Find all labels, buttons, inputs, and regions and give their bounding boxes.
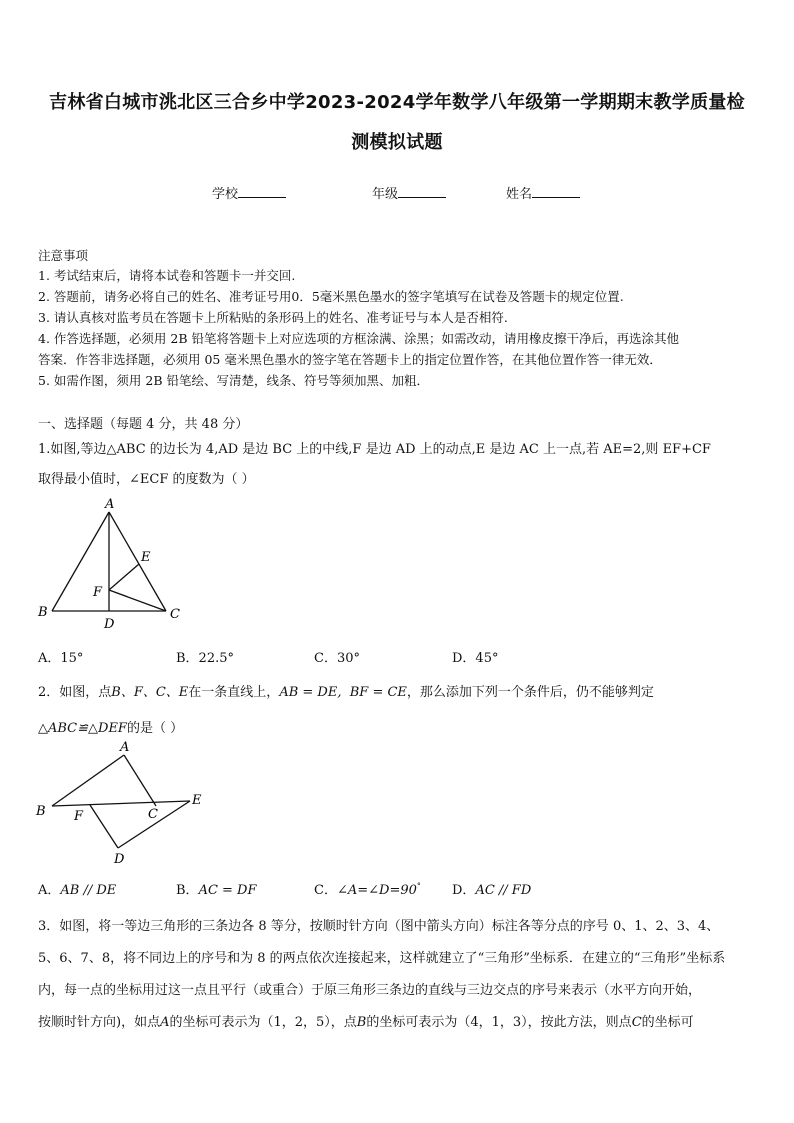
- q2-option-a[interactable]: [38, 879, 116, 898]
- q2-option-c-math: ∠A=∠D=90: [336, 883, 417, 898]
- q1-option-d[interactable]: D．45°: [452, 651, 499, 666]
- q3-line4: [38, 1011, 694, 1030]
- notice-item-4: 4. 作答选择题，必须用 2B 铅笔将答题卡上对应选项的方框涂满、涂黑；如需改动，请用橡皮擦干净后，再选涂其他: [38, 331, 679, 346]
- q1-option-c[interactable]: C．30°: [314, 651, 360, 666]
- q3-point-a: A: [160, 1015, 170, 1030]
- q2-option-c-label: C．: [314, 883, 337, 898]
- q2-line2-math: △ABC≌△DEF: [38, 721, 127, 736]
- q2-option-d-label: D．: [452, 883, 476, 898]
- q2-line1-eq2: BF = CE: [349, 685, 407, 700]
- grade-blank: [398, 185, 446, 198]
- q3-line4-c: 的坐标可表示为（4，1，3），按此方法，则点: [366, 1015, 632, 1030]
- name-label: 姓名: [506, 187, 533, 202]
- school-label: 学校: [212, 187, 239, 202]
- q3-line2: 5、6、7、8，将不同边上的序号和为 8 的两点依次连接起来，这样就建立了“三角形”坐标系．在建立的“三角形”坐标系: [38, 951, 726, 966]
- q2-segment-ba: [52, 755, 124, 806]
- q2-option-d[interactable]: [452, 879, 531, 898]
- notice-item-3: 3. 请认真核对监考员在答题卡上所粘贴的条形码上的姓名、准考证号与本人是否相符.: [38, 310, 508, 325]
- q2-line1: [38, 681, 654, 700]
- q2-label-a: A: [120, 740, 130, 755]
- q2-label-d: D: [114, 852, 125, 867]
- q2-option-c[interactable]: [314, 879, 421, 898]
- page-title-line2: 测模拟试题: [351, 132, 443, 153]
- q1-label-e: E: [141, 550, 151, 565]
- q2-option-b[interactable]: [176, 879, 257, 898]
- page-title-line1: 吉林省白城市洮北区三合乡中学2023-2024学年数学八年级第一学期期末教学质量检: [49, 92, 745, 113]
- q3-line4-a: 按顺时针方向)，如点: [38, 1015, 161, 1030]
- q2-option-d-math: AC // FD: [475, 883, 532, 898]
- notice-heading: 注意事项: [38, 248, 89, 263]
- q2-label-b: B: [36, 804, 46, 819]
- q3-line4-d: 的坐标可: [641, 1015, 694, 1030]
- q1-option-b[interactable]: B．22.5°: [176, 651, 234, 666]
- q2-segment-fd: [90, 805, 118, 848]
- q1-label-d: D: [104, 617, 115, 632]
- q1-line2: 取得最小值时，∠ECF 的度数为（ ）: [38, 472, 255, 487]
- q2-line1-suffix: ，那么添加下列一个条件后，仍不能够判定: [406, 685, 654, 700]
- q3-point-b: B: [356, 1015, 367, 1030]
- q1-line1: 1.如图,等边△ABC 的边长为 4,AD 是边 BC 上的中线,F 是边 AD 上的动点,E 是边 AC 上一点,若 AE=2,则 EF+CF: [38, 442, 711, 457]
- q2-line2-suffix: 的是（ ）: [126, 721, 184, 736]
- q3-point-c: C: [631, 1015, 642, 1030]
- q2-line2: [38, 717, 183, 736]
- section-heading: 一、选择题（每题 4 分，共 48 分）: [38, 417, 249, 432]
- q2-option-a-math: AB // DE: [60, 883, 117, 898]
- q3-line4-b: 的坐标可表示为（1，2，5），点: [169, 1015, 357, 1030]
- school-field: [212, 183, 286, 202]
- q2-line1-points: B、F、C、E: [111, 685, 189, 700]
- grade-field: [372, 183, 446, 202]
- grade-label: 年级: [372, 187, 399, 202]
- q1-label-c: C: [170, 607, 180, 622]
- q1-segment-fc: [109, 590, 166, 611]
- q2-segment-ac: [124, 755, 156, 806]
- q2-segment-be: [52, 801, 190, 806]
- q2-option-b-label: B．: [176, 883, 199, 898]
- q2-figure: [30, 736, 210, 870]
- q2-option-c-degree: °: [416, 881, 421, 891]
- q2-line1-eq1: AB = DE,: [279, 685, 342, 700]
- q3-line1: 3．如图，将一等边三角形的三条边各 8 等分，按顺时针方向（图中箭头方向）标注各等分点的序号 0、1、2、3、4、: [38, 919, 720, 934]
- q1-label-a: A: [105, 497, 115, 512]
- q2-option-a-label: A．: [38, 883, 61, 898]
- notice-item-4-cont: 答案．作答非选择题，必须用 05 毫米黑色墨水的签字笔在答题卡上的指定位置作答，在其他位置作答一律无效．: [38, 352, 662, 367]
- q1-label-f: F: [93, 585, 103, 600]
- q2-label-f: F: [74, 809, 84, 824]
- name-field: [506, 183, 580, 202]
- q3-line3: 内，每一点的坐标用过这一点且平行（或重合）于原三角形三条边的直线与三边交点的序号来表示（水平方向开始，: [38, 983, 702, 998]
- q2-option-b-math: AC = DF: [198, 883, 257, 898]
- notice-item-1: 1. 考试结束后，请将本试卷和答题卡一并交回.: [38, 268, 296, 283]
- q2-line1-prefix: 2．如图，点: [38, 685, 112, 700]
- name-blank: [532, 185, 580, 198]
- q1-option-a[interactable]: A．15°: [38, 651, 84, 666]
- q2-label-c: C: [148, 807, 158, 822]
- school-blank: [238, 185, 286, 198]
- q2-label-e: E: [192, 793, 202, 808]
- q1-figure: [30, 494, 190, 634]
- q1-segment-fe: [109, 564, 139, 590]
- q1-label-b: B: [38, 605, 48, 620]
- q1-side-ac: [109, 512, 166, 611]
- q2-line1-mid: 在一条直线上，: [188, 685, 280, 700]
- notice-item-5: 5. 如需作图，须用 2B 铅笔绘、写清楚，线条、符号等须加黑、加粗．: [38, 373, 429, 388]
- notice-item-2: 2. 答题前，请务必将自己的姓名、准考证号用0．5毫米黑色墨水的签字笔填写在试卷及答题卡的规定位置.: [38, 289, 624, 304]
